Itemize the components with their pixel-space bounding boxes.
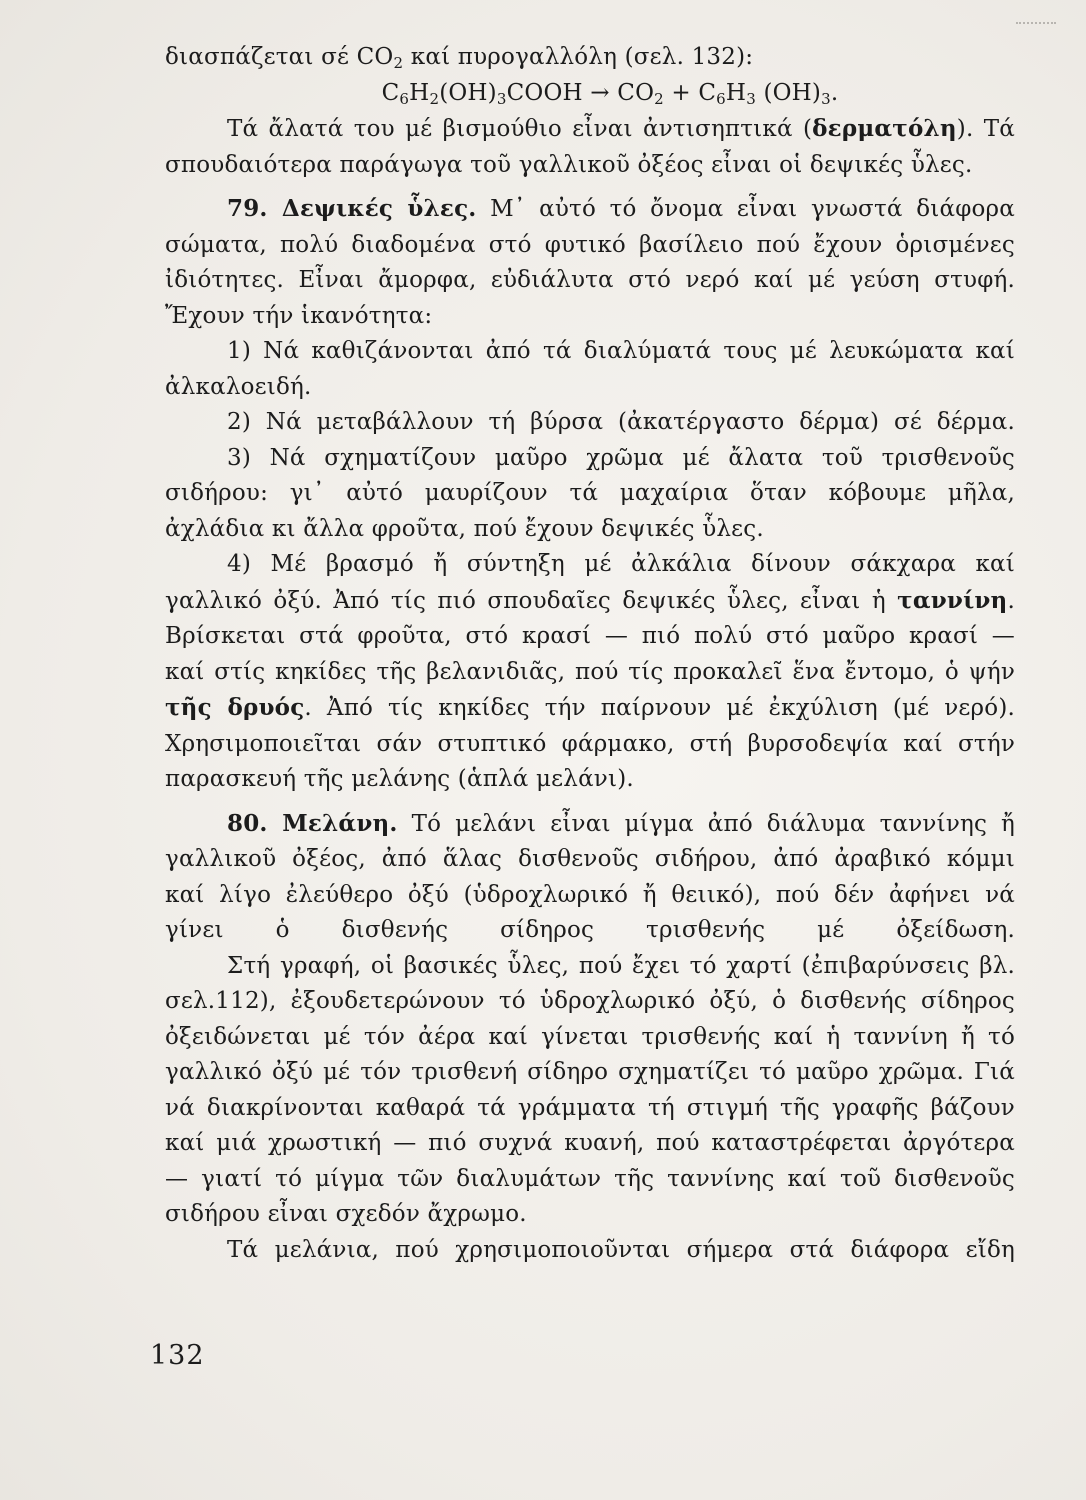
text-line: Τά ἄλατά του μέ βισμούθιο εἶναι ἀντισηπτικά (δερματόλη). Τά xyxy=(227,115,1015,142)
text-line: ἰδιότητες. Εἶναι ἄμορφα, εὐδιάλυτα στό νερό καί μέ γεύση στυφή. xyxy=(165,267,1015,293)
list-item-1: 1) Νά καθιζάνονται ἀπό τά διαλύματά τους μέ λευκώματα καί xyxy=(227,338,1015,364)
text-line: Ἔχουν τήν ἱκανότητα: xyxy=(165,302,433,329)
section-80-title: 80. Μελάνη. xyxy=(227,809,398,837)
reaction-formula: $C_6H_2(OH)_3COOH \to CO_2 + C_6H_3$ $(OH)_3$. xyxy=(381,79,839,108)
corner-mark xyxy=(1016,22,1056,30)
text-line: — γιατί τό μίγμα τῶν διαλυμάτων τῆς ταννίνης καί τοῦ δισθενοῦς xyxy=(165,1165,1015,1192)
text-line: γίνει ὁ δισθενής σίδηρος τρισθενής μέ ὀξείδωση. xyxy=(165,917,1015,943)
page-number: 132 xyxy=(150,1340,205,1371)
list-item-4: 4) Μέ βρασμό ἤ σύντηξη μέ ἀλκάλια δίνουν σάκχαρα καί xyxy=(227,551,1015,577)
text-line: Στή γραφή, οἱ βασικές ὗλες, πού ἔχει τό χαρτί (ἐπιβαρύνσεις βλ. xyxy=(227,952,1015,979)
text-line: τῆς δρυός. Ἀπό τίς κηκίδες τήν παίρνουν μέ ἐκχύλιση (μέ νερό). xyxy=(165,694,1015,721)
text-line: νά διακρίνονται καθαρά τά γράμματα τή στιγμή τῆς γραφῆς βάζουν xyxy=(165,1094,1015,1121)
text-line: διασπάζεται σέ $CO_2$ καί πυρογαλλόλη (σελ. 132): xyxy=(165,44,754,72)
text-line: γαλλικοῦ ὀξέος, ἀπό ἅλας δισθενοῦς σιδήρου, ἀπό ἀραβικό κόμμι xyxy=(165,846,1015,872)
text-line: καί μιά χρωστική — πιό συχνά κυανή, πού καταστρέφεται ἀργότερα xyxy=(165,1130,1015,1156)
text-line: Τά μελάνια, πού χρησιμοποιοῦνται σήμερα στά διάφορα εἴδη xyxy=(227,1236,1015,1263)
text-column xyxy=(165,40,1015,1268)
text-line: σιδήρου: γι᾽ αὐτό μαυρίζουν τά μαχαίρια ὅταν κόβουμε μῆλα, xyxy=(165,480,1015,506)
text-line: καί στίς κηκίδες τῆς βελανιδιᾶς, πού τίς προκαλεῖ ἕνα ἔντομο, ὁ ψήν xyxy=(165,658,1015,685)
list-item-3: 3) Νά σχηματίζουν μαῦρο χρῶμα μέ ἄλατα τοῦ τρισθενοῦς xyxy=(227,444,1015,471)
text-line: σώματα, πολύ διαδομένα στό φυτικό βασίλειο πού ἔχουν ὁρισμένες xyxy=(165,231,1015,258)
text-line: σιδήρου εἶναι σχεδόν ἄχρωμο. xyxy=(165,1201,527,1227)
text-line: ἀλκαλοειδή. xyxy=(165,373,312,400)
list-item-2: 2) Νά μεταβάλλουν τή βύρσα (ἀκατέργαστο δέρμα) σέ δέρμα. xyxy=(227,409,1015,435)
text-line: σελ.112), ἐξουδετερώνουν τό ὑδροχλωρικό ὀξύ, ὁ δισθενής σίδηρος xyxy=(165,988,1015,1014)
text-line: ὀξειδώνεται μέ τόν ἀέρα καί γίνεται τρισθενής καί ἡ ταννίνη ἤ τό xyxy=(165,1023,1015,1050)
text-line: γαλλικό ὀξύ. Ἀπό τίς πιό σπουδαῖες δεψικές ὗλες, εἶναι ἡ ταννίνη. xyxy=(165,586,1015,614)
text-line: σπουδαιότερα παράγωγα τοῦ γαλλικοῦ ὀξέος εἶναι οἱ δεψικές ὗλες. xyxy=(165,151,973,178)
text-line: Χρησιμοποιεῖται σάν στυπτικό φάρμακο, στή βυρσοδεψία καί στήν xyxy=(165,730,1015,757)
text-line: Βρίσκεται στά φροῦτα, στό κρασί — πιό πολύ στό μαῦρο κρασί — xyxy=(165,623,1015,649)
text-line: καί λίγο ἐλεύθερο ὀξύ (ὑδροχλωρικό ἤ θειικό), πού δέν ἀφήνει νά xyxy=(165,881,1015,908)
text-line: παρασκευή τῆς μελάνης (ἁπλά μελάνι). xyxy=(165,766,634,792)
section-79-heading-line: 79. Δεψικές ὗλες. Μ᾽ αὐτό τό ὄνομα εἶναι γνωστά διάφορα xyxy=(227,195,1015,222)
text-line: ἀχλάδια κι ἄλλα φροῦτα, πού ἔχουν δεψικές ὗλες. xyxy=(165,515,764,542)
text-line: γαλλικό ὀξύ μέ τόν τρισθενή σίδηρο σχηματίζει τό μαῦρο χρῶμα. Γιά xyxy=(165,1059,1015,1085)
section-80-heading-line: 80. Μελάνη. Τό μελάνι εἶναι μίγμα ἀπό διάλυμα ταννίνης ἤ xyxy=(227,809,1015,837)
section-79-title: 79. Δεψικές ὗλες. xyxy=(227,195,477,222)
